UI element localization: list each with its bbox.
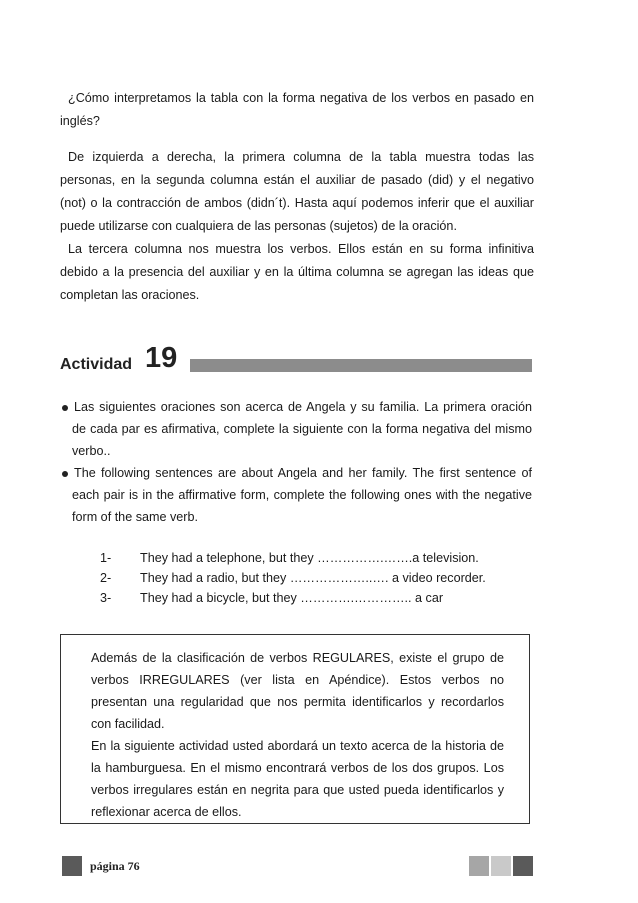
note-paragraph-irregular: Además de la clasificación de verbos REGULARES, existe el grupo de verbos IRREGULARES (ver lista en Apéndice). Estos verbos no presentan una regularidad que nos permita identificarlos y recordarlos con facilidad. bbox=[91, 651, 504, 731]
note-paragraph-activity: En la siguiente actividad usted abordará un texto acerca de la historia de la hamburguesa. En el mismo encontrará verbos de los dos grupos. Los verbos irregulares están en negrita para que usted pueda identificarlos y reflexionar acerca de ellos. bbox=[91, 739, 504, 819]
note-text bbox=[91, 647, 504, 823]
activity-instructions bbox=[72, 396, 532, 528]
bullet-icon bbox=[62, 471, 68, 477]
exercise-text: They had a radio, but they ………………..…. a video recorder. bbox=[140, 571, 486, 585]
footer-square-icon bbox=[469, 856, 489, 876]
instruction-english: The following sentences are about Angela and her family. The first sentence of each pair is in the affirmative form, complete the following ones with the negative form of the same verb. bbox=[72, 462, 532, 528]
footer-square-icon bbox=[62, 856, 82, 876]
note-box bbox=[60, 634, 530, 824]
page-number: página 76 bbox=[90, 859, 140, 873]
activity-number: 19 bbox=[145, 342, 178, 374]
activity-header-bar bbox=[190, 359, 532, 372]
exercise-number: 1- bbox=[100, 551, 112, 565]
intro-paragraph-verbs: La tercera columna nos muestra los verbos. Ellos están en su forma infinitiva debido a la presencia del auxiliar y en la última columna se agregan las ideas que completan las oraciones. bbox=[60, 242, 534, 302]
bullet-icon bbox=[62, 405, 68, 411]
footer-square-icon bbox=[513, 856, 533, 876]
intro-question: ¿Cómo interpretamos la tabla con la forma negativa de los verbos en pasado en inglés? bbox=[60, 91, 534, 128]
intro-paragraph-columns: De izquierda a derecha, la primera columna de la tabla muestra todas las personas, en la segunda columna están el auxiliar de pasado (did) y el negativo (not) o la contracción de ambos (didn´t). Hasta aquí podemos inferir que el auxiliar puede utilizarse con cualquiera de las personas (sujetos) de la oración. bbox=[60, 150, 534, 233]
activity-header bbox=[60, 344, 534, 380]
activity-label: Actividad bbox=[60, 356, 133, 373]
exercise-text: They had a telephone, but they …………….…….a television. bbox=[140, 551, 479, 565]
exercise-number: 2- bbox=[100, 571, 112, 585]
footer-square-icon bbox=[491, 856, 511, 876]
exercise-text: They had a bicycle, but they ………….………….. a car bbox=[140, 591, 444, 605]
instruction-spanish: Las siguientes oraciones son acerca de Angela y su familia. La primera oración de cada par es afirmativa, complete la siguiente con la forma negativa del mismo verbo.. bbox=[72, 396, 532, 462]
exercise-number: 3- bbox=[100, 591, 112, 605]
